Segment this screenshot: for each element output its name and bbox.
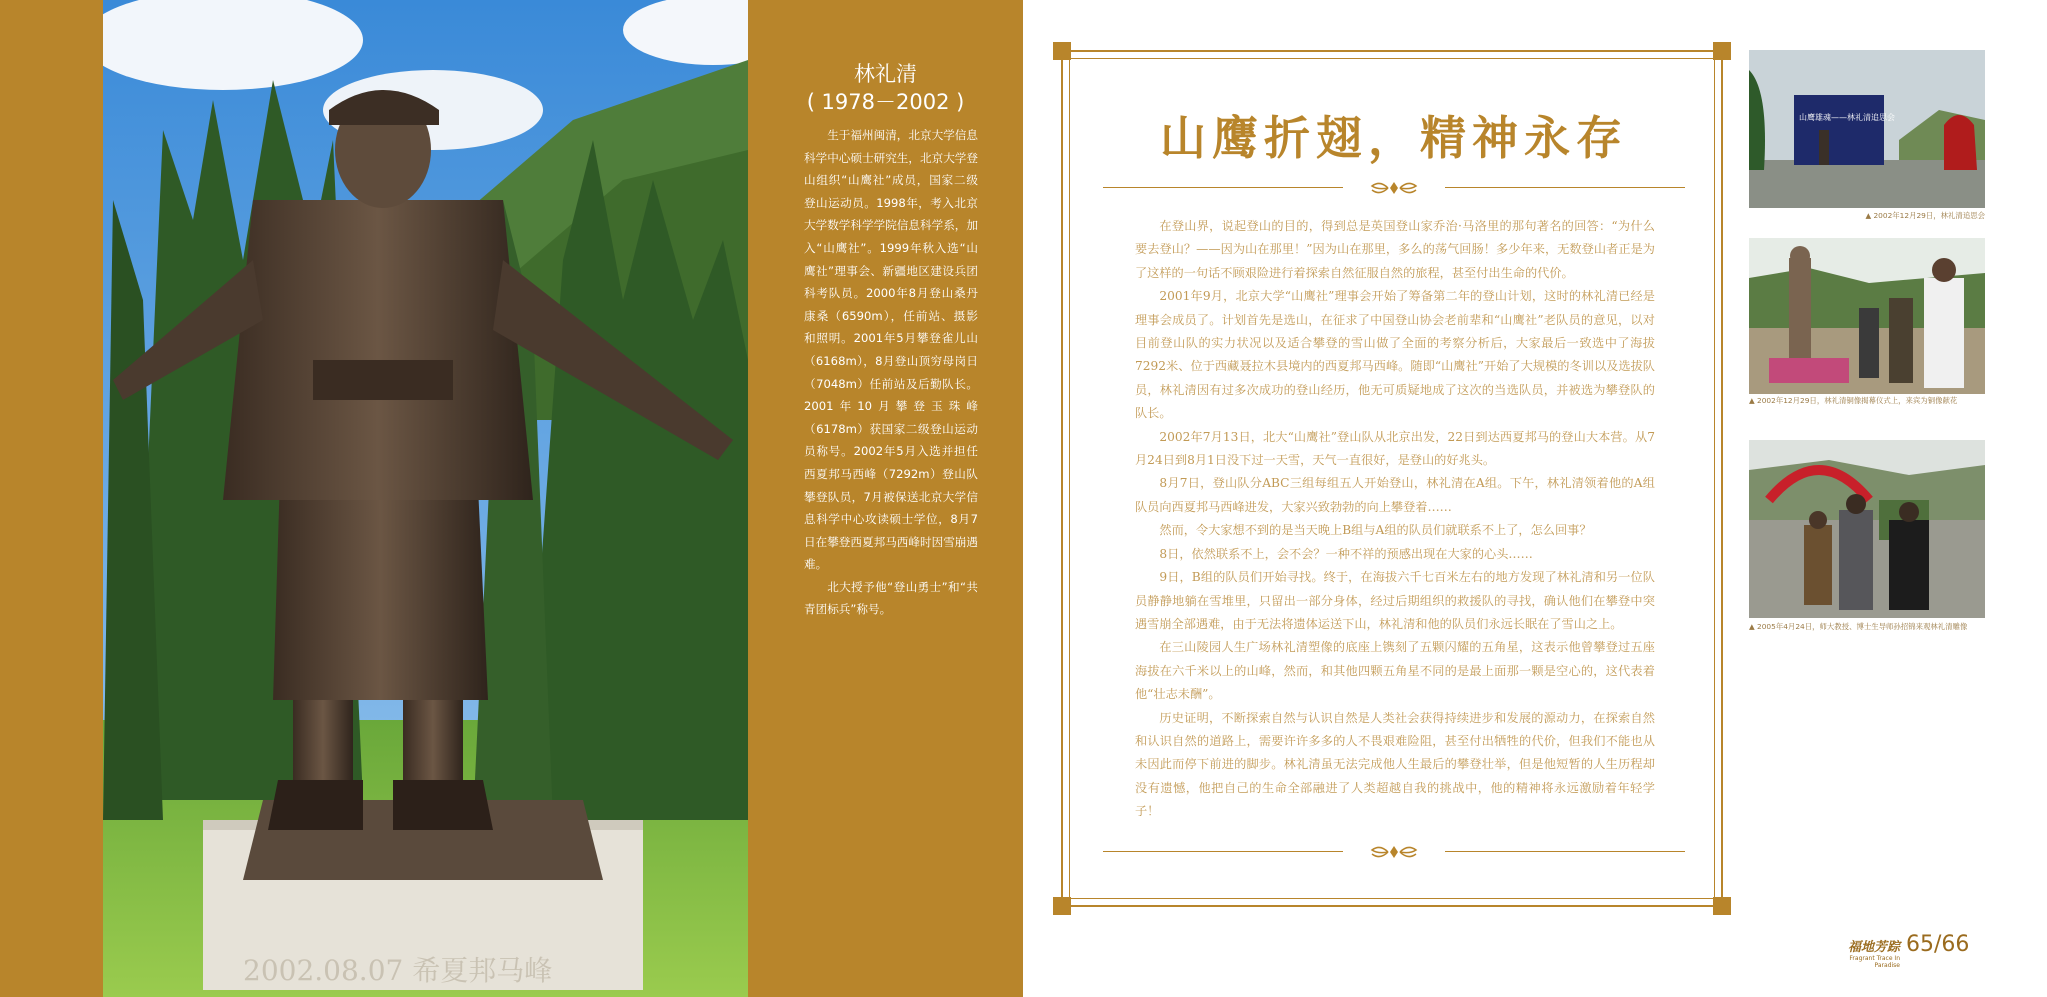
page-number: 65/66 — [1906, 932, 1970, 957]
article-paragraph: 在登山界，说起登山的目的，得到总是英国登山家乔治·马洛里的那句著名的回答：“为什么要去登山？——因为山在那里！”因为山在那里，多么的荡气回肠！多少年来，无数登山者正是为了这样的一句话不顾艰险进行着探索自然征服自然的旅程，甚至付出生命的代价。 — [1135, 219, 1655, 280]
biography-years: ( 1978－2002 ) — [806, 90, 965, 114]
biography-panel — [748, 0, 1023, 997]
frame-corner — [1713, 42, 1731, 60]
article-body — [1135, 215, 1655, 824]
article-paragraph: 然而，令大家想不到的是当天晚上B组与A组的队员们就联系不上了，怎么回事？ — [1159, 523, 1592, 538]
ornament-divider — [1103, 842, 1685, 862]
frame-corner — [1713, 897, 1731, 915]
article-paragraph: 9日，B组的队员们开始寻找。终于，在海拔六千七百米左右的地方发现了林礼清和另一位队员静静地躺在雪堆里，只留出一部分身体，经过后期组织的救援队的寻找，确认他们在攀登中突遇雪崩全部遇难，由于无法将遗体运送下山，林礼清和他的队员们永远长眠在了雪山之上。 — [1135, 570, 1655, 631]
article-paragraph: 2001年9月，北京大学“山鹰社”理事会开始了筹备第二年的登山计划，这时的林礼清已经是理事会成员了。计划首先是选山，在征求了中国登山协会老前辈和“山鹰社”老队员的意见，以对目前登山队的实力状况以及适合攀登的雪山做了全面的考察分析后，大家最后一致选中了海拔7292米、位于西藏聂拉木县境内的西夏邦马西峰。随即“山鹰社”开始了大规模的冬训以及选拔队员，林礼清因有过多次成功的登山经历，他无可质疑地成了这次的当选队员，并被选为攀登队的队长。 — [1135, 289, 1655, 421]
article-paragraph: 2002年7月13日，北大“山鹰社”登山队从北京出发，22日到达西夏邦马的登山大本营。从7月24日到8月1日没下过一天雪，天气一直很好，是登山的好兆头。 — [1135, 429, 1655, 468]
divider-line — [1445, 851, 1685, 852]
memorial-photo — [1749, 50, 1985, 208]
visit-photo — [1749, 440, 1985, 618]
statue-inscription: 2002.08.07 希夏邦马峰 — [243, 954, 553, 987]
banner-text: 山鹰雄魂——林礼清追思会 — [1799, 113, 1895, 122]
divider-line — [1103, 851, 1343, 852]
article-paragraph: 历史证明，不断探索自然与认识自然是人类社会获得持续进步和发展的源动力，在探索自然和认识自然的道路上，需要许许多多的人不畏艰难险阻，甚至付出牺牲的代价，但我们不能也从未因此而停下前进的脚步。林礼清虽无法完成他人生最后的攀登壮举，但是他短暂的人生历程却没有遗憾，他把自己的生命全部融进了人类超越自我的挑战中，他的精神将永远激励着年轻学子！ — [1135, 710, 1655, 819]
flourish-icon — [1364, 178, 1424, 198]
biography-name: 林礼清 — [854, 62, 917, 86]
frame-corner — [1053, 897, 1071, 915]
biography-text — [804, 124, 978, 621]
article-frame — [1061, 50, 1723, 907]
left-gold-margin — [0, 0, 103, 997]
photo-caption: ▲ 2002年12月29日，林礼清铜像揭幕仪式上，来宾为铜像献花 — [1749, 396, 1958, 405]
article-paragraph: 8日，依然联系不上，会不会？一种不祥的预感出现在大家的心头…… — [1159, 546, 1533, 561]
biography-paragraph: 北大授予他“登山勇士”和“共青团标兵”称号。 — [804, 579, 978, 617]
logo-chinese: 福地芳踪 — [1847, 940, 1900, 955]
divider-line — [1103, 187, 1343, 188]
article-paragraph: 在三山陵园人生广场林礼清塑像的底座上镌刻了五颗闪耀的五角星，这表示他曾攀登过五座海拔在六千米以上的山峰，然而，和其他四颗五角星不同的是最上面那一颗是空心的，这代表着他“壮志未酬”。 — [1135, 640, 1655, 702]
statue-photo — [103, 0, 748, 997]
unveiling-photo — [1749, 238, 1985, 394]
biography-paragraph: 生于福州闽清，北京大学信息科学中心硕士研究生，北京大学登山组织“山鹰社”成员，国家二级登山运动员。1998年，考入北京大学数学科学学院信息科学系，加入“山鹰社”。1999年秋入选“山鹰社”理事会、新疆地区建设兵团科考队员。2000年8月登山桑丹康桑（6590m），任前站、摄影和照明。2001年5月攀登雀儿山（6168m），8月登山顶穷母岗日（7048m）任前站及后勤队长。2001年10月攀登玉珠峰（6178m）获国家二级登山运动员称号。2002年5月入选并担任西夏邦马西峰（7292m）登山队攀登队员，7月被保送北京大学信息科学中心攻读硕士学位，8月7日在攀登西夏邦马西峰时因雪崩遇难。 — [804, 128, 978, 572]
article-title: 山鹰折翅，精神永存 — [1160, 111, 1628, 165]
photo-caption: ▲ 2005年4月24日，师大教授、博士生导师孙招锦来观林礼清雕像 — [1749, 622, 1968, 631]
frame-corner — [1053, 42, 1071, 60]
right-page — [1023, 0, 2047, 997]
logo-english: Fragrant Trace In Paradise — [1849, 955, 1900, 969]
photo-caption: ▲ 2002年12月29日，林礼清追思会 — [1865, 211, 1985, 220]
article-paragraph: 8月7日，登山队分ABC三组每组五人开始登山，林礼清在A组。下午，林礼清领着他的A组队员向西夏邦马西峰进发，大家兴致勃勃的向上攀登着…… — [1135, 476, 1655, 514]
magazine-logo — [1840, 936, 1900, 969]
ornament-divider — [1103, 178, 1685, 198]
divider-line — [1445, 187, 1685, 188]
flourish-icon — [1364, 842, 1424, 862]
